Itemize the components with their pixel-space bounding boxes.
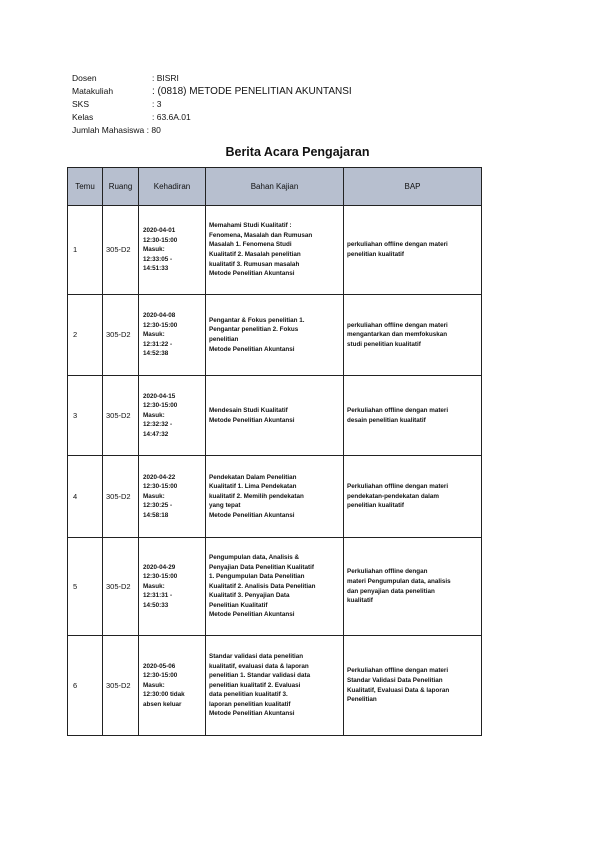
table-row <box>68 376 482 456</box>
matakuliah-value: : (0818) METODE PENELITIAN AKUNTANSI <box>152 86 352 97</box>
temu-cell: 3 <box>68 376 103 456</box>
table-row <box>68 295 482 376</box>
ruang-cell: 305-D2 <box>103 376 139 456</box>
bap-cell: Perkuliahan offline dengan materi desain penelitian kualitatif <box>344 376 482 456</box>
bahan-kajian-cell: Memahami Studi Kualitatif : Fenomena, Masalah dan Rumusan Masalah 1. Fenomena Studi Kualitatif 2. Masalah penelitian kualitatif 3. Rumusan masalah Metode Penelitian Akuntansi <box>206 206 344 295</box>
kelas-row <box>72 111 352 124</box>
bahan-kajian-cell: Pengantar & Fokus penelitian 1. Pengantar penelitian 2. Fokus penelitian Metode Penelitian Akuntansi <box>206 295 344 376</box>
header-kehadiran: Kehadiran <box>139 168 206 206</box>
temu-cell: 5 <box>68 538 103 636</box>
bap-cell: perkuliahan offline dengan materi mengantarkan dan memfokuskan studi penelitian kualitatif <box>344 295 482 376</box>
kehadiran-cell: 2020-05-06 12:30-15:00 Masuk: 12:30:00 tidak absen keluar <box>139 636 206 736</box>
bap-cell: Perkuliahan offline dengan materi Standar Validasi Data Penelitian Kualitatif, Evaluasi Data & laporan Penelitian <box>344 636 482 736</box>
jumlah-mahasiswa-value: : 80 <box>146 125 161 135</box>
header-temu: Temu <box>68 168 103 206</box>
bap-cell: perkuliahan offline dengan materi penelitian kualitatif <box>344 206 482 295</box>
bahan-kajian-cell: Standar validasi data penelitian kualitatif, evaluasi data & laporan penelitian 1. Standar validasi data penelitian kualitatif 2. Evaluasi data penelitian kualitatif 3. laporan penelitian kualitatif Metode Penelitian Akuntansi <box>206 636 344 736</box>
bahan-kajian-cell: Pendekatan Dalam Penelitian Kualitatif 1. Lima Pendekatan kualitatif 2. Memilih pendekatan yang tepat Metode Penelitian Akuntansi <box>206 456 344 538</box>
matakuliah-row <box>72 85 352 98</box>
table-row <box>68 456 482 538</box>
jumlah-mahasiswa-label: Jumlah Mahasiswa <box>72 125 145 135</box>
table-row <box>68 636 482 736</box>
kehadiran-cell: 2020-04-29 12:30-15:00 Masuk: 12:31:31 - 14:50:33 <box>139 538 206 636</box>
table-row <box>68 206 482 295</box>
ruang-cell: 305-D2 <box>103 636 139 736</box>
dosen-value: : BISRI <box>152 73 179 83</box>
kehadiran-cell: 2020-04-22 12:30-15:00 Masuk: 12:30:25 - 14:58:18 <box>139 456 206 538</box>
bap-cell: Perkuliahan offline dengan materi pendekatan-pendekatan dalam penelitian kualitatif <box>344 456 482 538</box>
temu-cell: 6 <box>68 636 103 736</box>
header-bap: BAP <box>344 168 482 206</box>
bap-cell: Perkuliahan offline dengan materi Pengumpulan data, analisis dan penyajian data penelitian kualitatif <box>344 538 482 636</box>
header-ruang: Ruang <box>103 168 139 206</box>
ruang-cell: 305-D2 <box>103 538 139 636</box>
table-header-row <box>68 168 482 206</box>
kehadiran-cell: 2020-04-01 12:30-15:00 Masuk: 12:33:05 - 14:51:33 <box>139 206 206 295</box>
temu-cell: 2 <box>68 295 103 376</box>
dosen-label: Dosen <box>72 73 97 83</box>
kehadiran-cell: 2020-04-08 12:30-15:00 Masuk: 12:31:22 - 14:52:38 <box>139 295 206 376</box>
temu-cell: 4 <box>68 456 103 538</box>
table-row <box>68 538 482 636</box>
dosen-row <box>72 72 352 85</box>
attendance-table <box>67 167 482 736</box>
sks-label: SKS <box>72 99 90 109</box>
matakuliah-label: Matakuliah <box>72 86 114 96</box>
kelas-value: : 63.6A.01 <box>152 112 191 122</box>
bahan-kajian-cell: Pengumpulan data, Analisis & Penyajian Data Penelitian Kualitatif 1. Pengumpulan Data Penelitian Kualitatif 2. Analisis Data Penelitian Kualitatif 3. Penyajian Data Penelitian Kualitatif Metode Penelitian Akuntansi <box>206 538 344 636</box>
sks-row <box>72 98 352 111</box>
ruang-cell: 305-D2 <box>103 456 139 538</box>
ruang-cell: 305-D2 <box>103 206 139 295</box>
kelas-label: Kelas <box>72 112 94 122</box>
bahan-kajian-cell: Mendesain Studi Kualitatif Metode Penelitian Akuntansi <box>206 376 344 456</box>
sks-value: : 3 <box>152 99 162 109</box>
ruang-cell: 305-D2 <box>103 295 139 376</box>
kehadiran-cell: 2020-04-15 12:30-15:00 Masuk: 12:32:32 - 14:47:32 <box>139 376 206 456</box>
temu-cell: 1 <box>68 206 103 295</box>
page-title: Berita Acara Pengajaran <box>225 145 370 159</box>
header-bahan-kajian: Bahan Kajian <box>206 168 344 206</box>
course-info <box>72 72 352 137</box>
jumlah-mahasiswa-row <box>72 124 352 137</box>
